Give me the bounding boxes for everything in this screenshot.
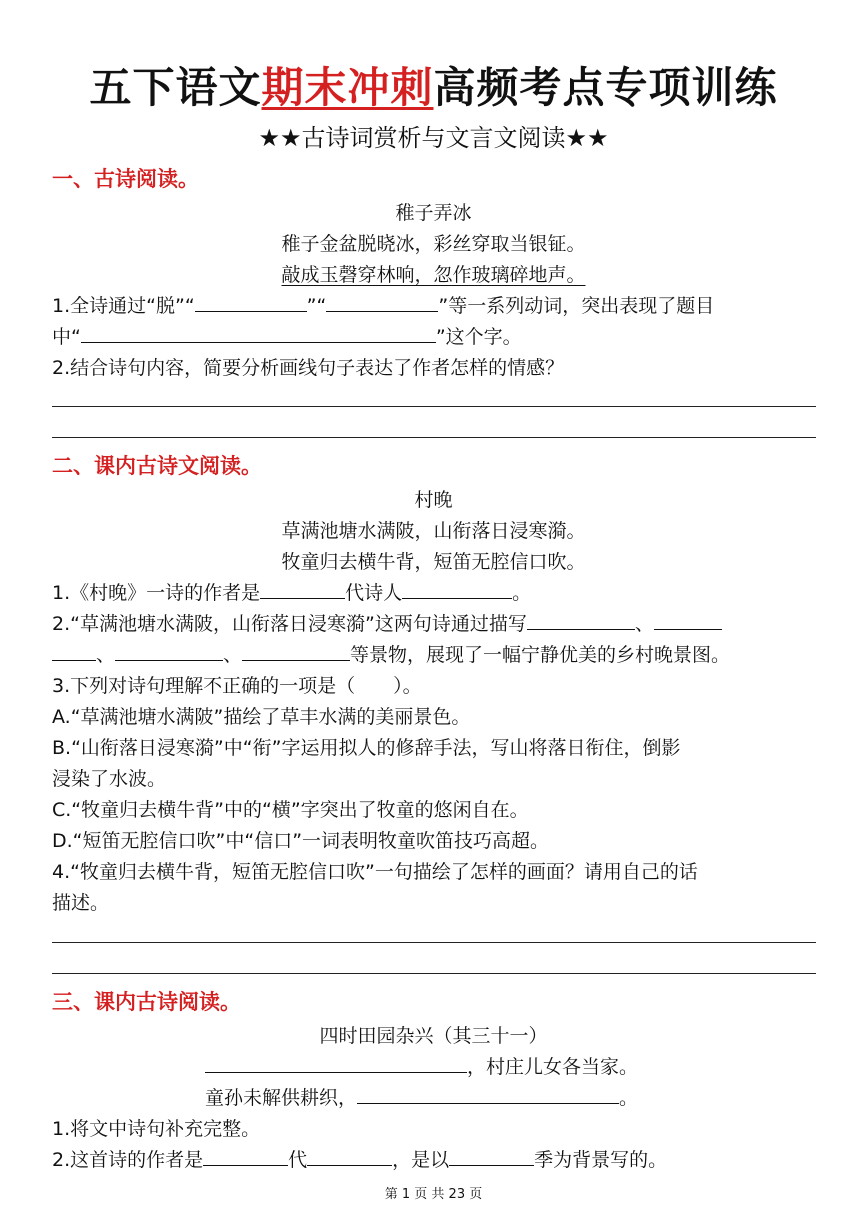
option-d[interactable]: D.“短笛无腔信口吹”中“信口”一词表明牧童吹笛技巧高超。 — [52, 830, 550, 852]
s2-question-2-cont: 、 、 等景物，展现了一幅宁静优美的乡村晚景图。 — [52, 640, 730, 667]
poem-2-line-2: 牧童归去横牛背，短笛无腔信口吹。 — [281, 551, 586, 573]
answer-blank[interactable] — [260, 580, 345, 599]
page-footer: 第 1 页 共 23 页 — [384, 1187, 483, 1202]
option-c[interactable]: C.“牧童归去横牛背”中的“横”字突出了牧童的悠闲自在。 — [52, 799, 529, 821]
s3-question-1: 1.将文中诗句补充完整。 — [52, 1118, 261, 1140]
s1-question-2: 2.结合诗句内容，简要分析画线句子表达了作者怎样的情感？ — [52, 357, 565, 379]
answer-line[interactable] — [52, 942, 816, 943]
s2-question-3: 3.下列对诗句理解不正确的一项是（ ）。 — [52, 675, 422, 697]
section-2-heading: 二、课内古诗文阅读。 — [52, 454, 262, 478]
poem-1-title: 稚子弄冰 — [395, 202, 472, 224]
answer-blank[interactable] — [449, 1147, 534, 1166]
s2-question-4: 4.“牧童归去横牛背，短笛无腔信口吹”一句描绘了怎样的画面？请用自己的话 — [52, 861, 698, 883]
answer-blank[interactable] — [115, 642, 223, 661]
title-highlight: 期末冲刺 — [261, 63, 434, 112]
answer-blank[interactable] — [242, 642, 350, 661]
poem-3-line-2: 童孙未解供耕织， 。 — [205, 1087, 639, 1109]
answer-line[interactable] — [52, 406, 816, 407]
answer-blank[interactable] — [203, 1147, 288, 1166]
s3-question-2: 2.这首诗的作者是 代 ，是以 季为背景写的。 — [52, 1149, 668, 1171]
section-1-heading: 一、古诗阅读。 — [52, 167, 199, 191]
option-b-cont: 浸染了水波。 — [52, 768, 167, 790]
s2-question-4-cont: 描述。 — [52, 892, 110, 914]
poem-1-line-2: 敲成玉磬穿林响，忽作玻璃碎地声。 — [281, 264, 586, 286]
answer-line[interactable] — [52, 437, 816, 438]
s1-question-1: 1.全诗通过“脱”“ ”“ ”等一系列动词，突出表现了题目 — [52, 295, 715, 317]
answer-blank[interactable] — [357, 1085, 619, 1104]
page-title: 五下语文期末冲刺高频考点专项训练 — [89, 63, 778, 112]
s1-question-1-cont: 中“ ”这个字。 — [52, 326, 522, 348]
answer-blank[interactable] — [527, 611, 635, 630]
poem-2-line-1: 草满池塘水满陂，山衔落日浸寒漪。 — [281, 520, 586, 542]
section-3-heading: 三、课内古诗阅读。 — [52, 990, 241, 1014]
answer-blank[interactable] — [326, 293, 438, 312]
answer-blank[interactable] — [654, 611, 722, 630]
answer-blank[interactable] — [402, 580, 512, 599]
s2-question-2: 2.“草满池塘水满陂，山衔落日浸寒漪”这两句诗通过描写 、 — [52, 609, 722, 636]
answer-blank[interactable] — [205, 1054, 467, 1073]
poem-2-title: 村晚 — [414, 489, 453, 511]
answer-line[interactable] — [52, 973, 816, 974]
page-subtitle: ★★古诗词赏析与文言文阅读★★ — [258, 124, 609, 152]
poem-3-line-1: ，村庄儿女各当家。 — [205, 1052, 638, 1079]
answer-blank[interactable] — [307, 1147, 392, 1166]
option-b[interactable]: B.“山衔落日浸寒漪”中“衔”字运用拟人的修辞手法，写山将落日衔住，倒影 — [52, 737, 681, 759]
answer-blank[interactable] — [195, 293, 307, 312]
poem-1-line-1: 稚子金盆脱晓冰，彩丝穿取当银钲。 — [281, 233, 586, 255]
answer-blank[interactable] — [81, 324, 436, 343]
answer-blank[interactable] — [52, 642, 96, 661]
s2-question-1: 1.《村晚》一诗的作者是 代诗人 。 — [52, 582, 532, 604]
option-a[interactable]: A.“草满池塘水满陂”描绘了草丰水满的美丽景色。 — [52, 706, 471, 728]
poem-3-title: 四时田园杂兴（其三十一） — [319, 1025, 548, 1047]
